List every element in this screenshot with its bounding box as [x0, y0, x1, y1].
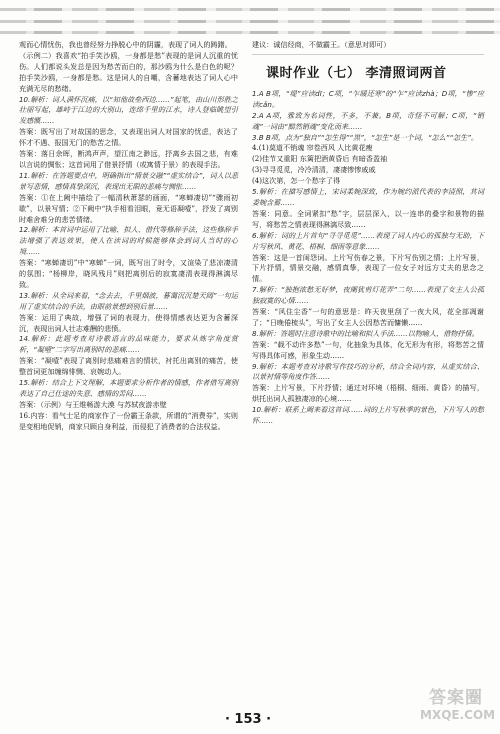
- handwritten-note: 13.解析：从全词来看，“念去去，千里烟波，暮霭沉沉楚天阔”一句运用了虚实结合的手法，由眼前景想到别后景……: [19, 290, 238, 311]
- page-number: · 153 ·: [224, 712, 272, 727]
- divider: [252, 54, 484, 55]
- answer-line: 答案：①在上阙中描绘了一幅清秋萧瑟的画面，“寒蝉凄切”“骤雨初歇”，以景写情；②下阙中“执手相看泪眼，竟无语凝噎”，抒发了离别时难舍难分的悲苦情绪。: [19, 192, 238, 224]
- answer-line: (3)寻寻觅觅，冷冷清清，凄凄惨惨戚戚: [252, 165, 376, 175]
- handwritten-note: 10.解析：联系上阙来看这首词……词的上片写秋季的景色，下片写人的愁怀……: [252, 405, 484, 426]
- answer-line: （示例二）我喜欢“拍手笑沙鸥，一身都是愁”表现的是词人沉重的忧伤。人们都说头发总是因为愁苦而白的，那沙鸥为什么是白色的呢？拍手笑沙鸥，一身都是愁。这是词人的自嘲，含蓄地表达了词人心中充满无尽的愁绪。: [19, 50, 238, 93]
- handwritten-note: 8.解析：答题时注意诗歌中的比喻和拟人手法……以物喻人，借物抒情。: [252, 328, 479, 338]
- left-column: [19, 40, 238, 433]
- answer-line: 答案：运用了典故，增强了词的表现力，使得情感表达更为含蓄深沉，表现出词人壮志难酬的悲愤。: [19, 312, 238, 333]
- answer-line: 答案：这是一首闺怨词。上片写伤春之景，下片写伤别之情；上片写景，下片抒情，情景交融，感情真挚，表现了一位女子对远方丈夫的思念之情。: [252, 252, 484, 284]
- answer-line: 答案：同意。全词紧扣“愁”字，层层深入，以一连串的叠字和景物的描写，将愁苦之情表现得淋漓尽致……: [252, 208, 484, 229]
- handwritten-note: 5.解析：在描写感情上，宋词柔婉深致，作为婉约派代表的李清照，其词委婉含蓄……: [252, 187, 484, 207]
- answer-line: (4)这次第，怎一个愁字了得: [252, 176, 341, 186]
- right-top-line: 建议：诚信经商，不做霸王。（意思对即可）: [252, 40, 391, 49]
- handwritten-note: 15.解析：结合上下文理解，本题要求分析作者的情感，作者借写离别表达了自己仕途的失意、感情的苦闷……: [19, 378, 238, 398]
- watermark-logo: [420, 688, 496, 728]
- top-edge-band: [0, 0, 500, 38]
- right-column: [252, 40, 484, 427]
- answer-line: 答案：（示例）与王维畅游大漠 与苏轼夜游赤壁: [19, 399, 167, 409]
- answer-line: 答案：落日余晖，断鸿声声，望江南之渺远，抒离乡去国之悲，有难以言说的惆怅；这首词用了借景抒情（或寓情于景）的表现手法。: [19, 149, 238, 169]
- answer-line: 答案：“风住尘香”一句的意思是：昨天夜里刮了一夜大风，花全部凋谢了；“日晚倦梳头”，写出了女主人公因愁苦而慵懒……: [252, 307, 484, 327]
- handwritten-note: 2.A A项，雅致为名词性，不多，不兼。B项，奇怪不可解；C项，“销魂”一词由“黯然销魂”变化而来……: [252, 110, 484, 131]
- answer-line: 观而心情忧伤，我也曾经努力挣脱心中的阴霾，表现了词人的踌躇。: [19, 40, 232, 49]
- answer-line: (2)佳节又重阳 东篱把酒黄昏后 有暗香盈袖: [252, 154, 388, 164]
- answer-line: 答案：“寒蝉凄切”中“寒蝉”一词，既写出了时令，又渲染了悲凉凄清的氛围；“杨柳岸，晓风残月”则把离别后的寂寞凄清表现得淋漓尽致。: [19, 258, 238, 289]
- handwritten-note: 6.解析：词的上片首句“寻寻觅觅”……表现了词人内心的孤独与无助，下片写秋风、黄花、梧桐、细雨等意象……: [252, 230, 484, 251]
- handwritten-note: 12.解析：本首词中运用了比喻、拟人、借代等修辞手法，这些修辞手法增强了表达效果，使人在读词的时候能够体会到词人当时的心境……: [19, 225, 238, 257]
- handwritten-note: 11.解析：在答题要点中，明确指出“情景交融”“虚实结合”，词人以悲景写悲情，感情真挚深沉，表现出无限的悲痛与惆怅……: [19, 170, 238, 191]
- handwritten-note: 1.A B项，“堤”应读dī；C项，“乍暖还寒”的“乍”应读zhà；D项，“惨”应读cǎn。: [252, 88, 484, 109]
- handwritten-note: 10.解析：词人满怀沉痛，以“知他故垒西边……”起笔，由山川形胜之壮丽写起，雄峙于江边的大别山，连绵千里的江水，诗人登临眺望引发感慨……: [19, 94, 238, 126]
- answer-line: 16.内容：看气士足的商家作了一份霸王条款，所谓的“消费券”，实则是变相地促销，商家只顾自身利益，而侵犯了消费者的合法权益。: [19, 410, 238, 431]
- right-items: [252, 89, 484, 427]
- watermark-line1: 答案圈: [429, 688, 483, 708]
- section-title: 课时作业（七） 李清照词两首: [266, 65, 447, 81]
- handwritten-note: 14.解析：此题考查对诗歌语言的品味能力，要求从炼字角度赏析，“凝噎”二字写出离别时的悲痛……: [19, 334, 238, 355]
- handwritten-note: 9.解析：本题考查对诗歌写作技巧的分析，结合全词内容，从虚实结合、以景衬情等角度作答……: [252, 361, 484, 382]
- answer-line: 4.(1)莫道不销魂 帘卷西风 人比黄花瘦: [252, 143, 373, 153]
- answer-line: 答案：“凝噎”表现了离别时悲痛难言的情状，衬托出离别的痛苦，使整首词更加缠绵悱恻、哀婉动人。: [19, 356, 238, 377]
- handwritten-note: 3.B B项，点为“独自”“怎生得”“黑”，“怎生”是一个词，“怎么”“怎生”。: [252, 132, 479, 142]
- answer-line: 答案：上片写景，下片抒情；通过对环境（梧桐、细雨、黄昏）的描写，烘托出词人孤独凄凉的心境……: [252, 383, 484, 404]
- watermark-line2: MXQE.COM: [420, 708, 496, 722]
- answer-line: 答案：“载不动许多愁”一句，化抽象为具体，化无形为有形，将愁苦之情写得具体可感，形象生动……: [252, 339, 484, 360]
- handwritten-note: 7.解析：“独抱浓愁无好梦，夜阑犹剪灯花弄”二句……表现了女主人公孤独寂寞的心情……: [252, 285, 484, 306]
- answer-line: 答案：既写出了对故国的思念，又表现出词人对国家的忧虑，表达了怀才不遇、报国无门的愁苦之情。: [19, 127, 238, 148]
